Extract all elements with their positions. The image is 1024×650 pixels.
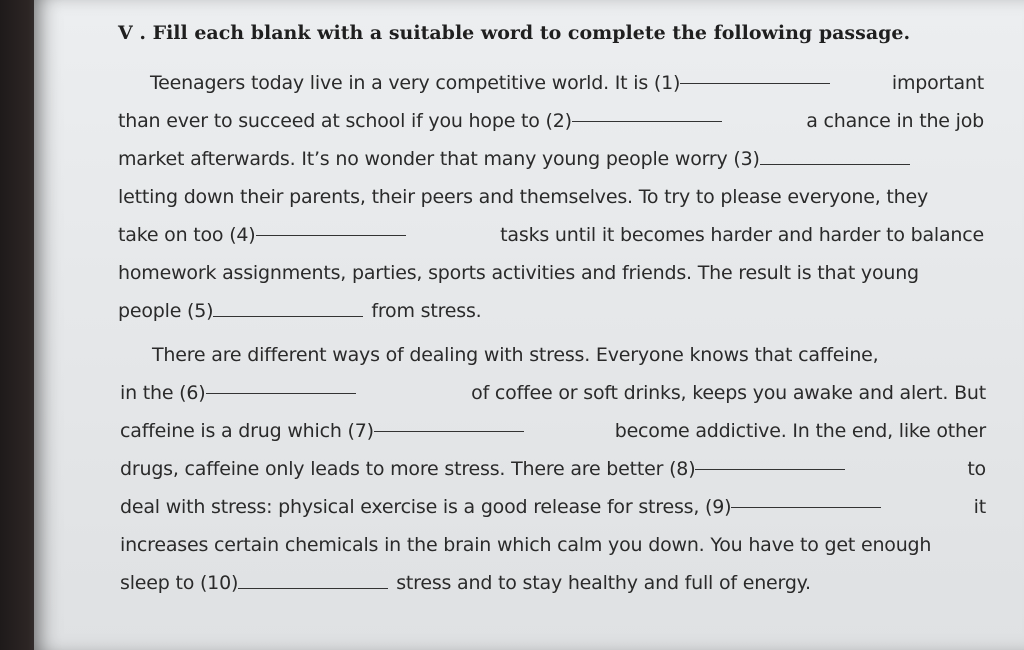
line-text: letting down their parents, their peers and themselves. To try to please everyone, they [118,186,929,208]
passage-line [118,102,984,132]
passage-line [120,374,986,404]
blank-8[interactable] [695,451,845,470]
passage-line [120,488,986,518]
passage-line [118,292,984,322]
passage-line [118,216,984,246]
exercise-heading: V . Fill each blank with a suitable word to complete the following passage. [118,22,911,44]
line-text: of coffee or soft drinks, keeps you awake and alert. But [471,382,986,404]
line-text: become addictive. In the end, like other [614,420,986,442]
passage-line [118,64,984,94]
line-text: people (5) [118,300,214,322]
line-text: deal with stress: physical exercise is a good release for stress, (9) [120,496,732,518]
passage-line [118,140,984,170]
blank-6[interactable] [206,375,356,394]
blank-1[interactable] [680,65,830,84]
blank-4[interactable] [256,217,406,236]
passage-line [118,254,984,284]
line-text: it [973,496,986,518]
line-text: caffeine is a drug which (7) [120,420,374,442]
line-text: homework assignments, parties, sports activities and friends. The result is that young [118,262,919,284]
passage-line [118,178,984,208]
line-text: There are different ways of dealing with stress. Everyone knows that caffeine, [152,344,879,366]
line-text: in the (6) [120,382,206,404]
line-text: a chance in the job [806,110,984,132]
line-text: sleep to (10) [120,572,239,594]
line-text: from stress. [371,300,482,322]
passage-line [120,526,986,556]
line-text: tasks until it becomes harder and harder to balance [500,224,984,246]
blank-2[interactable] [572,103,722,122]
line-text: important [891,72,984,94]
line-text: drugs, caffeine only leads to more stress. There are better (8) [120,458,696,480]
blank-9[interactable] [731,489,881,508]
blank-3[interactable] [760,146,910,165]
passage-line [120,564,986,594]
passage-line [120,336,986,366]
line-text: increases certain chemicals in the brain which calm you down. You have to get enough [120,534,932,556]
line-text: take on too (4) [118,224,256,246]
line-text: than ever to succeed at school if you hope to (2) [118,110,572,132]
passage-line [120,450,986,480]
line-text: to [967,458,986,480]
blank-5[interactable] [213,298,363,317]
line-text: market afterwards. It’s no wonder that many young people worry (3) [118,148,760,170]
line-text: stress and to stay healthy and full of energy. [396,572,811,594]
passage-line [120,412,986,442]
line-text: Teenagers today live in a very competitive world. It is (1) [150,72,681,94]
blank-7[interactable] [374,413,524,432]
blank-10[interactable] [238,570,388,589]
